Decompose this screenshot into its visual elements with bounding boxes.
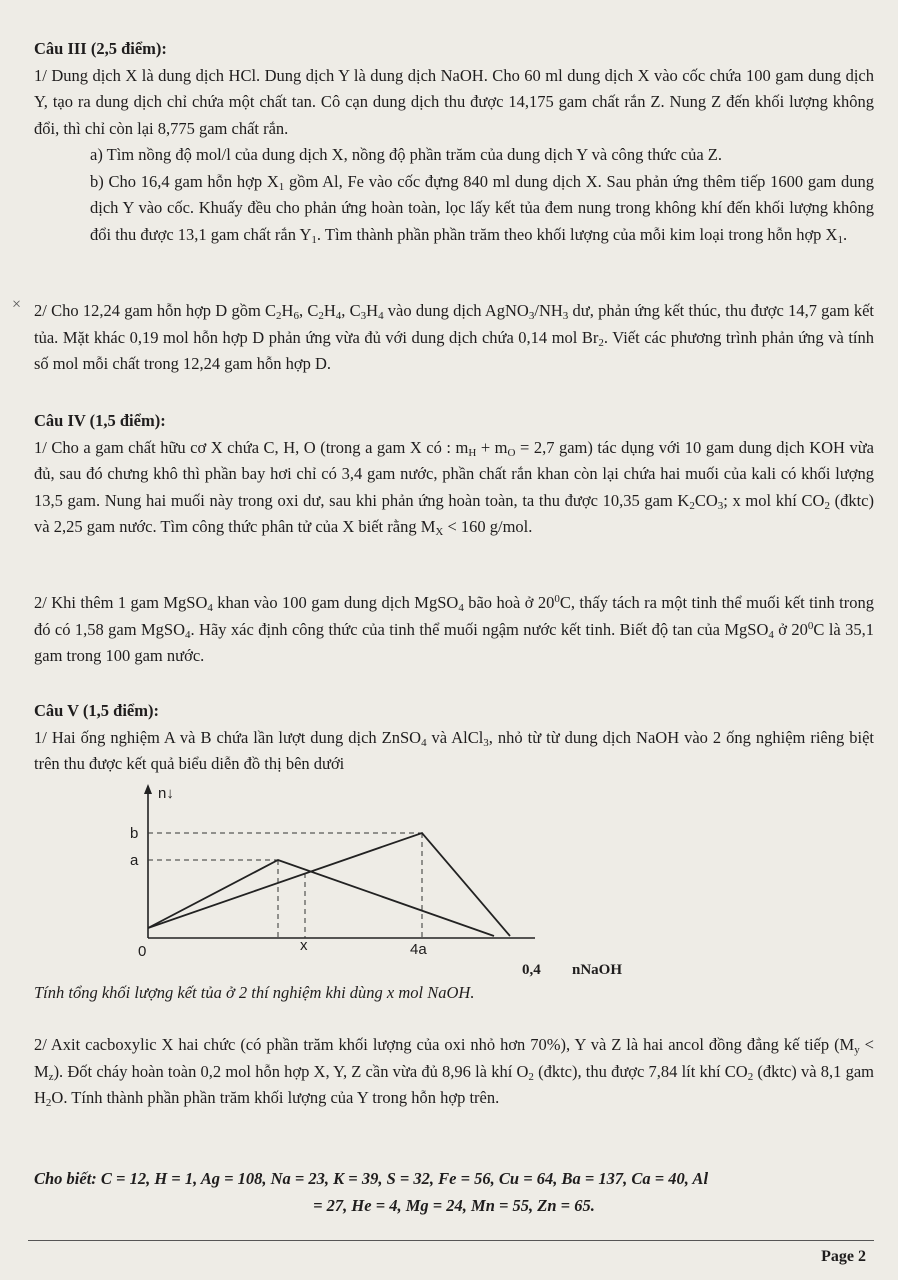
origin-label: 0 bbox=[138, 943, 147, 960]
y-axis-label: n↓ bbox=[158, 785, 174, 802]
al-curve bbox=[148, 833, 510, 936]
q3-part-a: a) Tìm nồng độ mol/l của dung dịch X, nồng độ phần trăm của dung dịch Y và công thức của Z. bbox=[90, 145, 722, 164]
q3-part-b: b) Cho 16,4 gam hỗn hợp $X_1$ gồm Al, Fe vào cốc đựng 840 ml dung dịch X. Sau phản ứng thêm tiếp 1600 gam dung dịch Y vào cốc. Khuấy đều cho phản ứng hoàn toàn, lọc lấy kết tủa đem nung trong không khí đến khối lượng không đổi thu được 13,1 gam chất rắn $Y_1$. Tìm thành phần phần trăm theo khối lượng của mỗi kim loại trong hỗn hợp $X_1$. bbox=[90, 171, 874, 246]
question-5-part-2 bbox=[34, 1032, 874, 1112]
y-axis-arrow bbox=[144, 784, 152, 794]
cross-mark: × bbox=[12, 296, 22, 313]
question-3 bbox=[34, 36, 874, 248]
question-3-title: Câu III (2,5 điểm): bbox=[34, 39, 167, 58]
q3-part2-text: 2/ Cho 12,24 gam hỗn hợp D gồm $C_2H_6$, $C_2H_4$, $C_3H_4$ vào dung dịch $AgNO_3/NH_3$ dư, phản ứng kết thúc, thu được 14,7 gam kết tủa. Mặt khác 0,19 mol hỗn hợp D phản ứng vừa đủ với dung dịch chứa 0,14 mol $Br_2$. Viết các phương trình phản ứng và tính số mol mỗi chất trong 12,24 gam hỗn hợp D. bbox=[34, 301, 874, 373]
given-line-1: Cho biết: C = 12, H = 1, Ag = 108, Na = 23, K = 39, S = 32, Fe = 56, Cu = 64, Ba = 137, Ca = 40, Al bbox=[34, 1169, 709, 1188]
question-4-part-2 bbox=[34, 590, 874, 670]
zn-curve bbox=[148, 860, 494, 936]
x-axis-label: nNaOH bbox=[572, 962, 623, 978]
question-4-title: Câu IV (1,5 điểm): bbox=[34, 411, 166, 430]
q4-part2-text: 2/ Khi thêm 1 gam MgSO$_4$ khan vào 100 gam dung dịch MgSO$_4$ bão hoà ở $20^0C$, thấy tách ra một tinh thể muối kết tinh trong đó có 1,58 gam MgSO$_4$. Hãy xác định công thức của tinh thể muối ngậm nước kết tinh. Biết độ tan của MgSO$_4$ ở $20^0C$ là 35,1 gam trong 100 gam nước. bbox=[34, 593, 875, 665]
question-5 bbox=[34, 698, 874, 778]
q5-part1-question: Tính tổng khối lượng kết tủa ở 2 thí nghiệm khi dùng x mol NaOH. bbox=[34, 983, 475, 1002]
y-label-b: b bbox=[130, 825, 139, 842]
question-4 bbox=[34, 408, 874, 541]
q5-part1-text: 1/ Hai ống nghiệm A và B chứa lần lượt dung dịch ZnSO$_4$ và AlCl$_3$, nhỏ từ từ dung dịch NaOH vào 2 ống nghiệm riêng biệt trên thu được kết quả biểu diễn đồ thị bên dưới bbox=[34, 727, 874, 773]
given-data bbox=[34, 1166, 874, 1219]
page-number: Page 2 bbox=[821, 1248, 866, 1265]
x-label-x: x bbox=[300, 937, 308, 954]
y-label-a: a bbox=[130, 852, 139, 869]
q3-part1-text: 1/ Dung dịch X là dung dịch HCl. Dung dịch Y là dung dịch NaOH. Cho 60 ml dung dịch X vào cốc chứa 100 gam dung dịch Y, tạo ra dung dịch chỉ chứa một chất tan. Cô cạn dung dịch thu được 14,175 gam chất rắn Z. Nung Z đến khối lượng không đổi, thì chỉ còn lại 8,775 gam chất rắn. bbox=[34, 65, 874, 138]
question-5-title: Câu V (1,5 điểm): bbox=[34, 701, 159, 720]
x-label-4a: 4a bbox=[410, 941, 427, 958]
q5-part2-text: 2/ Axit cacboxylic X hai chức (có phần trăm khối lượng của oxi nhỏ hơn 70%), Y và Z là hai ancol đồng đẳng kế tiếp $(M_y < M_z)$. Đốt cháy hoàn toàn 0,2 mol hỗn hợp X, Y, Z cần vừa đủ 8,96 là khí $O_2$ (đktc), thu được 7,84 lít khí $CO_2$ (đktc) và 8,1 gam $H_2O$. Tính thành phần phần trăm khối lượng của Y trong hỗn hợp trên. bbox=[34, 1035, 874, 1109]
question-3-part-2 bbox=[34, 298, 874, 378]
x-label-04: 0,4 bbox=[522, 962, 541, 978]
q4-part1-text: 1/ Cho a gam chất hữu cơ X chứa C, H, O (trong a gam X có : $m_H + m_O = 2,7$ gam) tác dụng với 10 gam dung dịch KOH vừa đủ, sau đó chưng khô thì phần bay hơi chỉ có 3,4 gam nước, phần chất rắn khan còn lại chứa hai muối của kali có khối lượng 13,5 gam. Nung hai muối này trong oxi dư, sau khi phản ứng hoàn toàn, ta thu được 10,35 gam $K_2CO_3$; x mol khí $CO_2$ (đktc) và 2,25 gam nước. Tìm công thức phân tử của X biết rằng $M_X < 160$ g/mol. bbox=[34, 437, 875, 538]
given-line-2: = 27, He = 4, Mg = 24, Mn = 55, Zn = 65. bbox=[313, 1195, 595, 1215]
footer-divider bbox=[28, 1240, 874, 1241]
precipitate-graph bbox=[110, 778, 650, 988]
question-5-after-graph bbox=[34, 980, 874, 1007]
